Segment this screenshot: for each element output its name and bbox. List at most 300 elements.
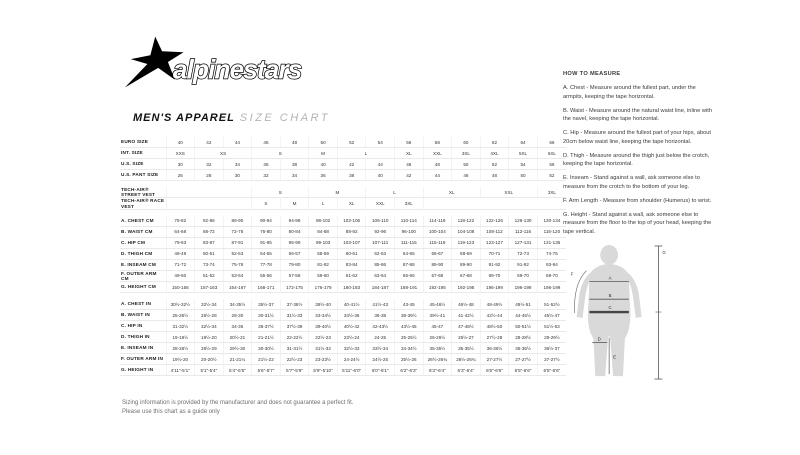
figure-label-b: B (608, 293, 612, 299)
size-cell: 58-59 (309, 248, 338, 259)
size-cell (423, 198, 566, 209)
size-cell: 5'1"-5'4" (195, 365, 224, 376)
size-cell: 23½-24 (337, 332, 366, 343)
row-label: E. INSEAM CM (120, 259, 166, 270)
size-cell: 47-48½ (452, 321, 481, 332)
size-cell: XL (337, 198, 366, 209)
disclaimer (122, 399, 353, 417)
size-cell: 49½-51 (509, 299, 538, 310)
size-cell: 31½-32 (309, 343, 338, 354)
size-cell: 64-65 (395, 248, 424, 259)
size-cell: 39½-41 (423, 310, 452, 321)
size-cell: 72-73 (509, 248, 538, 259)
size-cell: 40 (166, 137, 195, 148)
size-cell: 61-62 (337, 270, 366, 281)
size-cell: 22-22½ (280, 332, 309, 343)
size-cell: 107-111 (366, 237, 395, 248)
size-cell: 79-80 (280, 259, 309, 270)
size-cell: 19-19½ (166, 332, 195, 343)
size-cell: 40 (309, 159, 338, 170)
size-cell: 28 (195, 170, 224, 181)
size-cell: 36-36½ (509, 343, 538, 354)
size-cell: 46 (452, 170, 481, 181)
size-table (120, 137, 566, 376)
size-cell: 48 (423, 159, 452, 170)
size-cell: 192-195 (452, 282, 481, 293)
how-to-measure-panel (563, 70, 715, 382)
size-cell: XS (195, 148, 252, 159)
size-cell: 110-114 (395, 216, 424, 227)
table-row (120, 282, 566, 293)
size-cell: 164-167 (223, 282, 252, 293)
size-cell: XXL (480, 187, 537, 198)
size-cell: 49-50 (166, 270, 195, 281)
size-cell: 40-41½ (337, 299, 366, 310)
figure-label-a: A (608, 275, 612, 281)
row-label: F. OUTER ARM IN (120, 354, 166, 365)
size-cell: 19½-20 (195, 332, 224, 343)
size-cell: 59-60 (309, 270, 338, 281)
size-cell: 114-118 (423, 216, 452, 227)
size-cell: 64-68 (166, 226, 195, 237)
size-cell: 70-71 (480, 248, 509, 259)
size-cell: 20-20½ (195, 354, 224, 365)
row-label: A. CHEST IN (120, 299, 166, 310)
table-row (120, 354, 566, 365)
size-cell: 180-183 (337, 282, 366, 293)
size-cell: 33-34½ (309, 310, 338, 321)
size-cell: M (309, 148, 338, 159)
size-cell: XXL (423, 148, 452, 159)
size-cell: 45½-47 (537, 310, 566, 321)
size-cell: 72-76 (223, 226, 252, 237)
size-cell: 50-51 (195, 248, 224, 259)
size-cell: 25½-26 (395, 354, 424, 365)
table-row (120, 148, 566, 159)
size-cell: 196-199 (537, 282, 566, 293)
size-cell: 32½-34 (195, 321, 224, 332)
size-cell: 62 (480, 137, 509, 148)
size-cell: 52 (537, 170, 566, 181)
size-cell: 5'7"-5'9" (280, 365, 309, 376)
size-cell: 52-53 (223, 248, 252, 259)
size-cell: 3XL (537, 187, 566, 198)
size-cell: 36 (309, 170, 338, 181)
size-cell: L (366, 187, 423, 198)
size-cell: 157-163 (195, 282, 224, 293)
size-cell: 188-191 (395, 282, 424, 293)
size-cell: 31-31½ (280, 343, 309, 354)
figure-head (600, 245, 618, 265)
size-cell: 30 (223, 170, 252, 181)
size-cell: 27-27½ (537, 354, 566, 365)
size-cell: 25-26½ (166, 310, 195, 321)
size-cell: 65-66 (395, 270, 424, 281)
size-cell: 42 (337, 159, 366, 170)
size-cell: 51-52½ (537, 299, 566, 310)
measure-instruction: C. Hip - Measure around the fullest part of your hips, about 20cm below waist line, keeping the tape horizontal. (563, 130, 711, 145)
measure-instruction: F. Arm Length - Measure from shoulder (Humerus) to wrist. (563, 197, 712, 204)
size-cell: 82-86 (195, 216, 224, 227)
size-cell: 127-131 (509, 237, 538, 248)
size-cell (166, 198, 252, 209)
measure-instruction: D. Thigh - Measure around the thigh just below the crotch, keeping the tape horizontal. (563, 152, 710, 168)
size-cell: 83-84 (337, 259, 366, 270)
size-cell (166, 187, 252, 198)
alpinestars-logo (122, 32, 337, 96)
size-cell: 30-30½ (252, 343, 281, 354)
size-cell: 6'5"-6'6" (509, 365, 538, 376)
size-cell: 42½-44 (480, 310, 509, 321)
size-cell: 196-199 (480, 282, 509, 293)
size-cell: 77-78 (252, 259, 281, 270)
size-cell: 54-55 (252, 248, 281, 259)
size-cell: 38 (337, 170, 366, 181)
size-cell: L (337, 148, 394, 159)
size-cell: 27-27½ (480, 354, 509, 365)
size-cell: 24-25 (366, 332, 395, 343)
size-cell: 28-28½ (166, 343, 195, 354)
size-cell: 30-31½ (252, 310, 281, 321)
size-cell: 96-100 (395, 226, 424, 237)
size-cell: 21½-22 (252, 354, 281, 365)
size-cell: 46 (395, 159, 424, 170)
table-row (120, 226, 566, 237)
size-cell: 5XL (509, 148, 538, 159)
size-cell: 41½-43 (366, 299, 395, 310)
size-cell: 69-70 (509, 270, 538, 281)
size-cell: 34 (280, 170, 309, 181)
size-cell: 36-38 (366, 310, 395, 321)
size-cell: 44 (423, 170, 452, 181)
size-cell: 4'11"-5'1" (166, 365, 195, 376)
size-cell: 44-45½ (509, 310, 538, 321)
size-cell: 116-120 (537, 226, 566, 237)
size-cell: 46½-48 (452, 299, 481, 310)
size-cell: 86-90 (223, 216, 252, 227)
size-cell: 53-54 (223, 270, 252, 281)
size-cell: 80-84 (280, 226, 309, 237)
size-cell: 74-75 (537, 248, 566, 259)
size-cell: 29-29½ (537, 332, 566, 343)
size-cell: 6'3"-6'4" (452, 365, 481, 376)
size-cell: 64 (509, 137, 538, 148)
table-row (120, 170, 566, 181)
size-cell: 41-42½ (452, 310, 481, 321)
size-cell: 36½-37 (537, 343, 566, 354)
size-cell: 5'9"-5'10" (309, 365, 338, 376)
size-cell: 168-171 (252, 282, 281, 293)
table-row (120, 159, 566, 170)
size-cell: 44 (223, 137, 252, 148)
disclaimer-line-1: Sizing information is provided by the manufacturer and does not guarantee a perfect fit. (122, 400, 354, 406)
figure-label-g: G (662, 249, 666, 255)
size-cell: 38½-40 (309, 299, 338, 310)
size-cell: 54 (366, 137, 395, 148)
size-cell: 35-35½ (423, 343, 452, 354)
size-cell: 38 (280, 159, 309, 170)
size-cell: 91-95 (252, 237, 281, 248)
how-to-measure-heading: HOW TO MEASURE (563, 71, 621, 77)
size-cell: XL (395, 148, 424, 159)
size-cell: 98-102 (309, 216, 338, 227)
size-cell: 104-108 (452, 226, 481, 237)
size-cell: 67-68 (423, 270, 452, 281)
size-cell: 115-119 (423, 237, 452, 248)
table-row (120, 248, 566, 259)
logo-wordmark: alpinestars (172, 54, 302, 85)
size-cell: 3XL (395, 198, 424, 209)
size-cell: 33½-34 (366, 343, 395, 354)
size-cell: 126-130 (509, 216, 538, 227)
size-cell: 34 (223, 159, 252, 170)
size-cell: 32 (195, 159, 224, 170)
size-cell: 27½-28 (480, 332, 509, 343)
size-cell: 34-36 (223, 321, 252, 332)
size-cell: 48 (480, 170, 509, 181)
size-cell: 32½-34 (195, 299, 224, 310)
size-cell: 23-23½ (309, 354, 338, 365)
size-cell: 94-98 (280, 216, 309, 227)
table-row (120, 216, 566, 227)
size-cell: 84-88 (309, 226, 338, 237)
title-sub: SIZE CHART (239, 112, 330, 124)
size-cell: 57-58 (280, 270, 309, 281)
size-cell: 6'5"-6'6" (480, 365, 509, 376)
size-cell: 19½-20 (166, 354, 195, 365)
size-cell: 30 (166, 159, 195, 170)
size-cell: 42-43½ (366, 321, 395, 332)
size-cell: 34-35½ (223, 299, 252, 310)
size-cell: 26½-26¾ (452, 354, 481, 365)
size-cell: 26½-26¾ (423, 354, 452, 365)
size-cell: 108-112 (480, 226, 509, 237)
size-cell: 81-82 (309, 259, 338, 270)
size-cell: 103-107 (337, 237, 366, 248)
disclaimer-line-2: Please use this chart as a guide only (122, 409, 220, 415)
size-cell: 45-47 (423, 321, 452, 332)
size-cell: M (280, 198, 309, 209)
size-cell: 32½-33 (337, 343, 366, 354)
row-label: C. HIP CM (120, 237, 166, 248)
size-cell: 67-68 (452, 270, 481, 281)
size-cell: 26-26½ (423, 332, 452, 343)
size-cell: 69-70 (480, 270, 509, 281)
size-cell: 66 (537, 137, 566, 148)
row-label: A. CHEST CM (120, 216, 166, 227)
size-cell: 36-37½ (252, 321, 281, 332)
row-label: B. WAIST IN (120, 310, 166, 321)
how-to-measure-items (563, 84, 715, 236)
size-cell: 90-94 (252, 216, 281, 227)
size-cell: 68-72 (195, 226, 224, 237)
size-table-body (120, 137, 566, 376)
size-cell: 131-135 (537, 237, 566, 248)
size-cell: 40½-42 (337, 321, 366, 332)
size-cell: 78-82 (166, 216, 195, 227)
size-cell: S (252, 148, 309, 159)
page-title (133, 108, 330, 126)
table-row (120, 137, 566, 148)
size-cell: 76-80 (252, 226, 281, 237)
size-cell: S (252, 198, 281, 209)
row-label: U.S. SIZE (120, 159, 166, 170)
size-cell: 32 (252, 170, 281, 181)
size-cell: 93-94 (537, 259, 566, 270)
size-cell: 26½-28 (195, 310, 224, 321)
row-label: U.S. PANT SIZE (120, 170, 166, 181)
size-cell: 48 (280, 137, 309, 148)
size-cell: 5'11"-6'0" (337, 365, 366, 376)
size-cell: 6'2"-6'3" (395, 365, 424, 376)
row-label: TECH-AIR® STREET VEST (120, 187, 166, 198)
size-cell: 112-116 (509, 226, 538, 237)
size-cell: 62-63 (366, 248, 395, 259)
size-cell: 28½-29 (195, 343, 224, 354)
size-cell: 79-83 (166, 237, 195, 248)
size-cell: 56-57 (280, 248, 309, 259)
table-row (120, 187, 566, 198)
size-cell: 50 (452, 159, 481, 170)
size-cell: 6'0"-6'1" (366, 365, 395, 376)
size-cell: 26 (166, 170, 195, 181)
size-cell: 22½-23 (280, 354, 309, 365)
size-cell: 85-86 (366, 259, 395, 270)
size-cell: 39-40½ (309, 321, 338, 332)
size-cell: 36 (252, 159, 281, 170)
size-cell: 35-35½ (452, 343, 481, 354)
size-cell: 48½-50 (480, 321, 509, 332)
size-cell: 60 (452, 137, 481, 148)
size-cell: 6'5"-6'6" (537, 365, 566, 376)
measure-instruction: E. Inseam - Stand against a wall, ask someone else to measure from the crotch to the bottom of your leg. (563, 175, 700, 190)
size-cell: 172-175 (280, 282, 309, 293)
size-cell: 37-38½ (280, 299, 309, 310)
size-cell: 88-92 (337, 226, 366, 237)
size-cell: 6'3"-6'4" (423, 365, 452, 376)
table-row (120, 343, 566, 354)
size-cell: 34½-36 (337, 310, 366, 321)
size-cell: 26½-27 (452, 332, 481, 343)
size-cell: 5'4"-5'5" (223, 365, 252, 376)
size-cell: 46 (252, 137, 281, 148)
size-cell: 56 (537, 159, 566, 170)
figure-label-f: F (570, 271, 574, 277)
table-row (120, 310, 566, 321)
measurement-figure (569, 244, 669, 382)
size-cell: 83-87 (195, 237, 224, 248)
size-cell: S (252, 187, 309, 198)
size-cell: 122-126 (480, 216, 509, 227)
size-cell: 176-179 (309, 282, 338, 293)
size-cell: 91-92 (480, 259, 509, 270)
size-table-container (120, 137, 566, 376)
size-cell: 60-61 (337, 248, 366, 259)
size-cell: 87-91 (223, 237, 252, 248)
size-cell: 130-134 (537, 216, 566, 227)
size-cell: 38-39½ (395, 310, 424, 321)
size-cell: 30½-32½ (166, 299, 195, 310)
size-cell: XXS (166, 148, 195, 159)
size-cell: 196-199 (509, 282, 538, 293)
measure-instruction: G. Height - Stand against a wall, ask someone else to measure from the floor to the top of your head, keeping the tape vertical. (563, 212, 712, 235)
figure-label-c: C (608, 305, 612, 311)
size-cell: 123-127 (480, 237, 509, 248)
table-row (120, 198, 566, 209)
size-cell: 58 (423, 137, 452, 148)
table-row (120, 259, 566, 270)
size-cell: 4XL (480, 148, 509, 159)
row-label: INT. SIZE (120, 148, 166, 159)
row-label: TECH-AIR® RACE VEST (121, 198, 165, 209)
size-cell: 89-90 (423, 259, 452, 270)
size-cell: 22½-23 (309, 332, 338, 343)
size-cell: 50-51½ (509, 321, 538, 332)
size-cell: 21-21½ (252, 332, 281, 343)
size-cell: 56 (395, 137, 424, 148)
size-cell: 42 (395, 170, 424, 181)
size-cell: 52 (480, 159, 509, 170)
size-cell: 184-187 (366, 282, 395, 293)
size-cell: 52 (337, 137, 366, 148)
size-cell: 6XL (537, 148, 566, 159)
table-row (120, 365, 566, 376)
size-cell: L (309, 198, 338, 209)
measure-instruction: B. Waist - Measure around the natural waist line, inline with the navel, keeping the tape horizontal. (563, 107, 712, 123)
size-cell: 40 (366, 170, 395, 181)
size-cell: M (309, 187, 366, 198)
title-main: MEN'S APPAREL (133, 112, 235, 124)
size-cell: 95-99 (280, 237, 309, 248)
size-cell: 66-67 (423, 248, 452, 259)
table-row (120, 299, 566, 310)
size-cell: 106-110 (366, 216, 395, 227)
size-cell: 36-36½ (480, 343, 509, 354)
row-label: G. HEIGHT CM (120, 282, 166, 293)
size-cell: 68-69 (452, 248, 481, 259)
size-cell: 51½-53 (537, 321, 566, 332)
size-cell: 24½-25 (366, 354, 395, 365)
size-cell: 35½-37 (252, 299, 281, 310)
size-cell: 118-122 (452, 216, 481, 227)
size-cell: 102-106 (337, 216, 366, 227)
size-cell: 89-90 (452, 259, 481, 270)
row-label: D. THIGH CM (120, 248, 166, 259)
size-cell: 63-64 (366, 270, 395, 281)
size-cell: 20½-21 (223, 332, 252, 343)
size-cell: 192-195 (423, 282, 452, 293)
row-label: B. WAIST CM (120, 226, 166, 237)
size-cell: 34-34½ (395, 343, 424, 354)
size-cell: XXL (366, 198, 395, 209)
size-cell: 43-45 (395, 299, 424, 310)
table-row (120, 332, 566, 343)
size-cell: 31½-33 (280, 310, 309, 321)
table-row (120, 270, 566, 281)
size-cell: 69-70 (537, 270, 566, 281)
size-cell: 21-21¼ (223, 354, 252, 365)
size-cell: 28-28½ (509, 332, 538, 343)
row-label: EURO SIZE (120, 137, 166, 148)
size-cell: 73-74 (195, 259, 224, 270)
size-cell: 92-96 (366, 226, 395, 237)
table-row (120, 237, 566, 248)
size-cell: 44 (366, 159, 395, 170)
size-cell: 100-104 (423, 226, 452, 237)
size-cell: 55-56 (252, 270, 281, 281)
size-cell: 45-46½ (423, 299, 452, 310)
size-cell: 42 (195, 137, 224, 148)
